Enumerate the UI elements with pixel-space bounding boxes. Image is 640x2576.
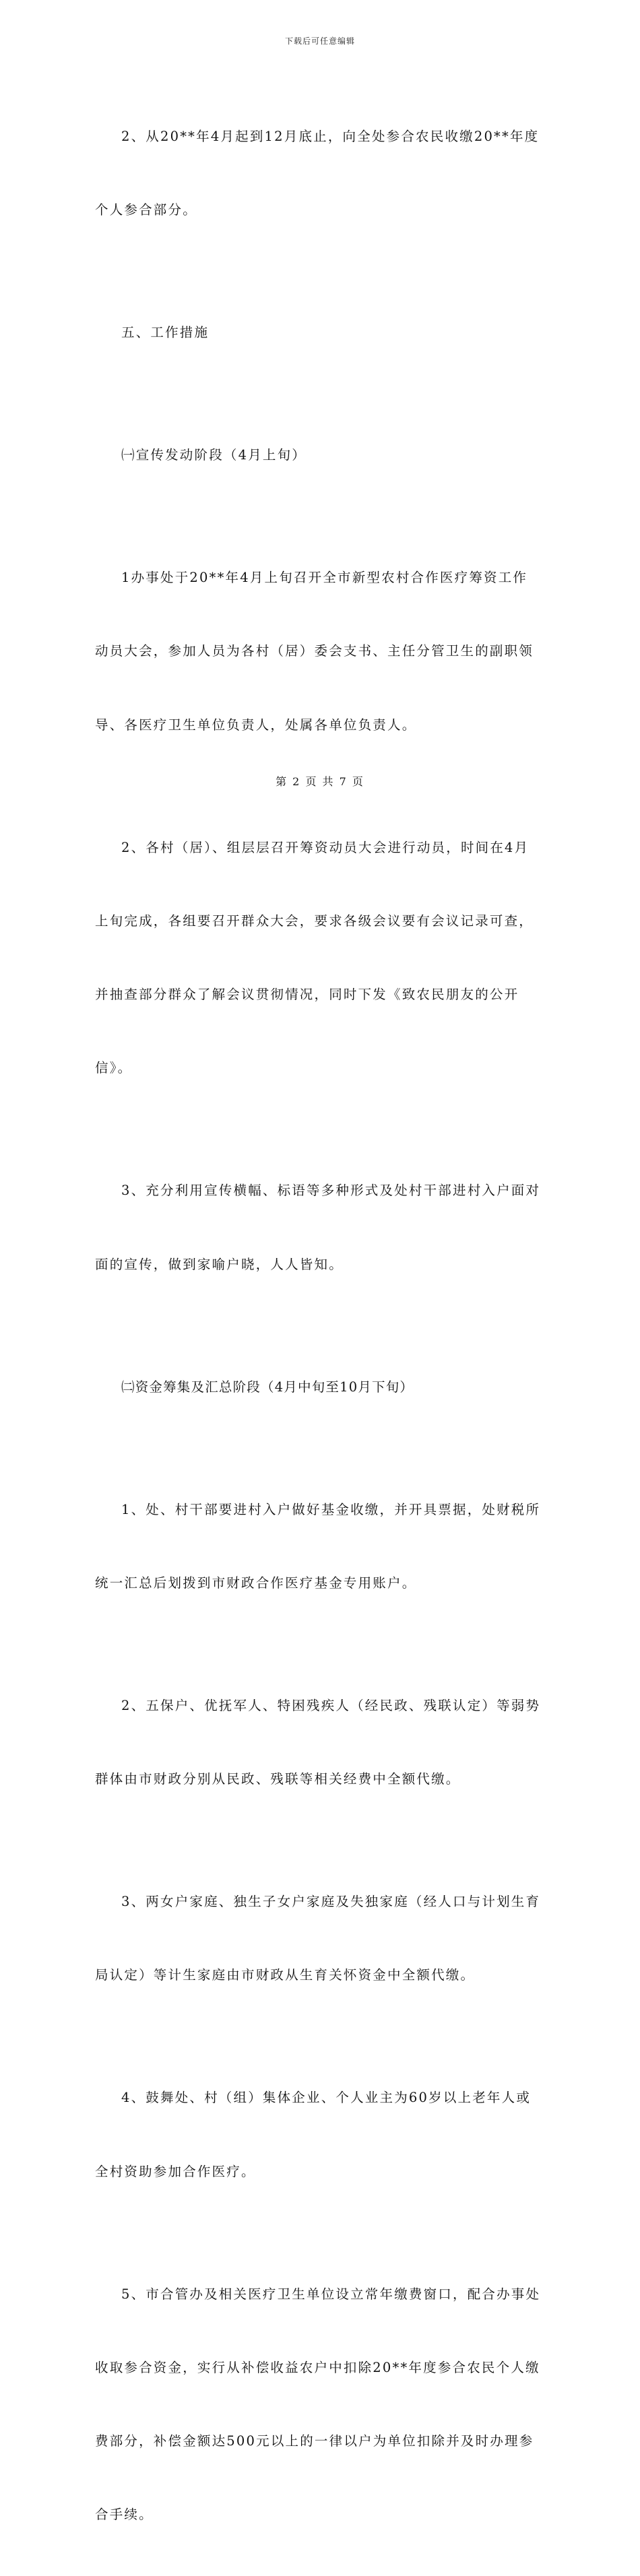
subheading-fund-raising-stage <box>95 1326 545 1449</box>
text-line: 群体由市财政分别从民政、残联等相关经费中全额代缴。 <box>95 1771 461 1787</box>
text-line: ㈡资金筹集及汇总阶段（4月中旬至10月下旬） <box>121 1379 414 1395</box>
text-line: 2、五保户、优抚军人、特困残疾人（经民政、残联认定）等弱势 <box>121 1697 541 1713</box>
section-heading-work-measures <box>95 271 545 394</box>
page-header: 下载后可任意编辑 <box>284 36 355 46</box>
text-line: 2、各村（居）、组层层召开筹资动员大会进行动员，时间在4月 <box>121 839 530 855</box>
text-line: 统一汇总后划拨到市财政合作医疗基金专用账户。 <box>95 1575 417 1591</box>
paragraph-elderly-support <box>95 2037 545 2233</box>
text-line: 动员大会，参加人员为各村（居）委会支书、主任分管卫生的副职领 <box>95 643 534 659</box>
paragraph-family-planning <box>95 1841 545 2037</box>
text-line: 4、鼓舞处、村（组）集体企业、个人业主为60岁以上老年人或 <box>121 2090 532 2106</box>
text-line: 1、处、村干部要进村入户做好基金收缴，并开具票据，处财税所 <box>121 1501 541 1517</box>
text-line: 局认定）等计生家庭由市财政从生育关怀资金中全额代缴。 <box>95 1967 476 1983</box>
subheading-publicity-stage <box>95 394 545 517</box>
paragraph-vulnerable-groups <box>95 1645 545 1841</box>
text-line: 导、各医疗卫生单位负责人，处属各单位负责人。 <box>95 717 417 733</box>
text-line: 2、从20**年4月起到12月底止，向全处参合农民收缴20**年度 <box>121 128 540 144</box>
text-line: 5、市合管办及相关医疗卫生单位设立常年缴费窗口，配合办事处 <box>121 2286 541 2302</box>
text-line: 上旬完成，各组要召开群众大会，要求各级会议要有会议记录可查， <box>95 913 534 929</box>
text-line: 3、两女户家庭、独生子女户家庭及失独家庭（经人口与计划生育 <box>121 1894 541 1910</box>
paragraph-collection-period <box>95 75 545 271</box>
paragraph-mobilization-meeting <box>95 517 545 786</box>
text-line: 五、工作措施 <box>121 325 210 341</box>
text-line: 全村资助参加合作医疗。 <box>95 2163 256 2179</box>
text-line: 费部分，补偿金额达500元以上的一律以户为单位扣除并及时办理参 <box>95 2433 534 2449</box>
text-line: 3、充分利用宣传横幅、标语等多种形式及处村干部进村入户面对 <box>121 1183 541 1199</box>
paragraph-village-meetings <box>95 787 545 1130</box>
text-line: 收取参合资金，实行从补偿收益农户中扣除20**年度参合农民个人缴 <box>95 2359 540 2375</box>
text-line: 1办事处于20**年4月上旬召开全市新型农村合作医疗筹资工作 <box>121 570 528 586</box>
text-line: 个人参合部分。 <box>95 202 197 218</box>
text-line: 合手续。 <box>95 2507 154 2523</box>
paragraph-payment-windows <box>95 2233 545 2576</box>
document-body <box>95 75 545 2576</box>
text-line: 信》。 <box>95 1060 133 1076</box>
paragraph-publicity-methods <box>95 1129 545 1325</box>
text-line: 面的宣传，做到家喻户晓，人人皆知。 <box>95 1256 344 1272</box>
text-line: ㈠宣传发动阶段（4月上旬） <box>121 447 307 463</box>
page-number-footer: 第 2 页 共 7 页 <box>276 775 364 788</box>
text-line: 并抽查部分群众了解会议贯彻情况，同时下发《致农民朋友的公开 <box>95 987 519 1003</box>
paragraph-fund-collection <box>95 1449 545 1645</box>
